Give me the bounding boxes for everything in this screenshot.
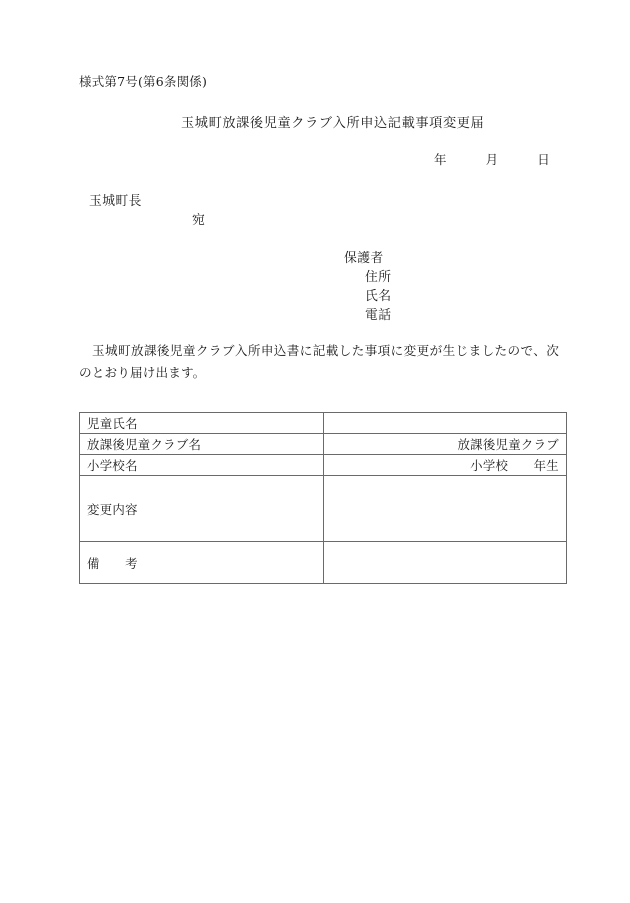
addressee-suffix: 宛 [192,213,205,228]
row-label-school-name: 小学校名 [80,455,324,476]
table-row [80,542,567,584]
document-title: 玉城町放課後児童クラブ入所申込記載事項変更届 [181,116,485,131]
guardian-address-label: 住所 [365,270,392,285]
row-label-club-name: 放課後児童クラブ名 [80,434,324,455]
row-value-change-content[interactable] [324,476,567,542]
date-line: 年 月 日 [434,152,551,167]
table-row [80,434,567,455]
row-value-remarks[interactable] [324,542,567,584]
guardian-name-label: 氏名 [365,289,392,304]
row-value-school-name[interactable]: 小学校 年生 [324,455,567,476]
row-label-child-name: 児童氏名 [80,413,324,434]
addressee-name: 玉城町長 [89,194,142,209]
table-row [80,476,567,542]
row-label-change-content: 変更内容 [80,476,324,542]
row-value-club-name[interactable]: 放課後児童クラブ [324,434,567,455]
change-details-table [79,412,567,584]
form-code: 様式第7号(第6条関係) [79,74,208,89]
body-paragraph: 玉城町放課後児童クラブ入所申込書に記載した事項に変更が生じましたので、次のとおり届け出ます。 [79,343,559,380]
table-row [80,455,567,476]
row-value-child-name[interactable] [324,413,567,434]
guardian-block [344,249,391,325]
table-row [80,413,567,434]
guardian-heading: 保護者 [344,251,384,266]
guardian-phone-label: 電話 [365,308,392,323]
row-label-remarks: 備 考 [80,542,324,584]
